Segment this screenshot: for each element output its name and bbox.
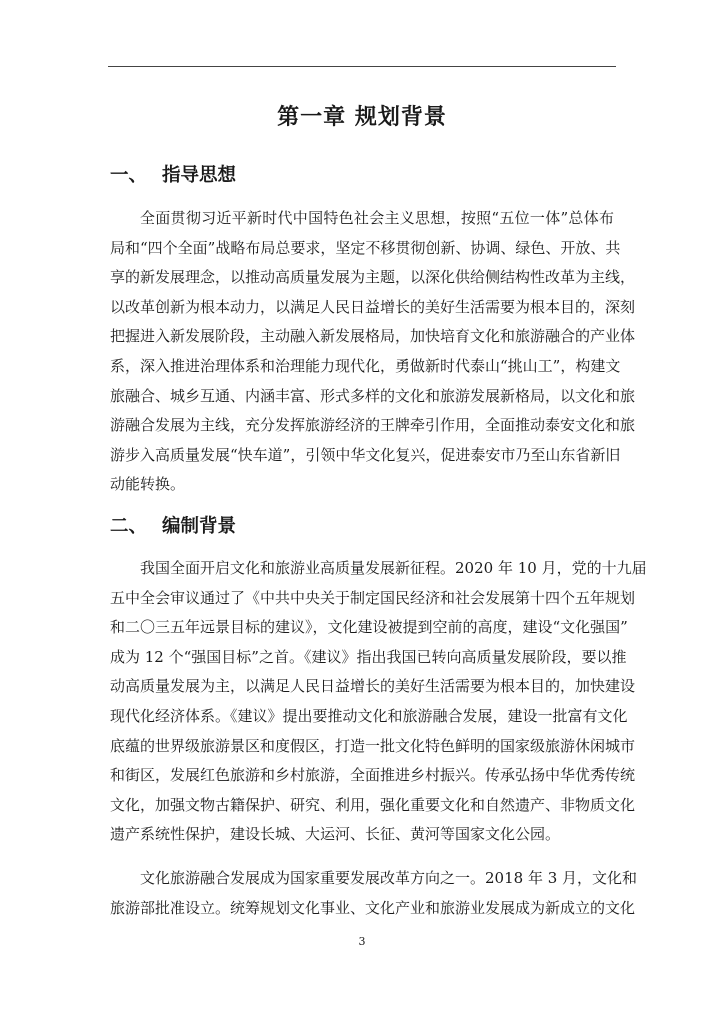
section-heading-background	[110, 514, 610, 540]
paragraph-background-1	[110, 554, 647, 850]
paragraph-line: 和街区，发展红色旅游和乡村旅游，全面推进乡村振兴。传承弘扬中华优秀传统	[110, 766, 636, 785]
chapter-title: 第一章 规划背景	[277, 105, 447, 130]
paragraph-line: 全面贯彻习近平新时代中国特色社会主义思想，按照“五位一体”总体布	[140, 209, 614, 227]
paragraph-line: 动高质量发展为主，以满足人民日益增长的美好生活需要为根本目的，加快建设	[110, 677, 636, 696]
paragraph-line: 五中全会审议通过了《中共中央关于制定国民经济和社会发展第十四个五年规划	[110, 588, 636, 607]
paragraph-line: 文化，加强文物古籍保护、研究、利用，强化重要文化和自然遗产、非物质文化	[110, 795, 636, 814]
paragraph-background-2	[110, 864, 638, 923]
paragraph-line: 底蕴的世界级旅游景区和度假区，打造一批文化特色鲜明的国家级旅游休闲城市	[110, 736, 636, 755]
paragraph-line: 遗产系统性保护，建设长城、大运河、长征、黄河等国家文化公园。	[110, 825, 561, 844]
paragraph-line: 把握进入新发展阶段，主动融入新发展格局，加快培育文化和旅游融合的产业体	[110, 327, 636, 346]
paragraph-line: 文化旅游融合发展成为国家重要发展改革方向之一。2018 年 3 月，文化和	[140, 869, 638, 887]
paragraph-line: 现代化经济体系。《建议》提出要推动文化和旅游融合发展，建设一批富有文化	[110, 706, 628, 725]
paragraph-line: 享的新发展理念，以推动高质量发展为主题，以深化供给侧结构性改革为主线，	[110, 268, 636, 287]
paragraph-line: 我国全面开启文化和旅游业高质量发展新征程。2020 年 10 月，党的十九届	[140, 559, 647, 577]
paragraph-line: 旅游部批准设立。统筹规划文化事业、文化产业和旅游业发展成为新成立的文化	[110, 898, 636, 917]
section-title: 编制背景	[162, 516, 237, 537]
paragraph-line: 旅融合、城乡互通、内涵丰富、形式多样的文化和旅游发展新格局，以文化和旅	[110, 386, 636, 405]
paragraph-line: 成为 12 个“强国目标”之首。《建议》指出我国已转向高质量发展阶段，要以推	[110, 647, 627, 666]
paragraph-line: 以改革创新为根本动力，以满足人民日益增长的美好生活需要为根本目的，深刻	[110, 297, 636, 316]
paragraph-line: 和二〇三五年远景目标的建议》，文化建设被提到空前的高度，建设“文化强国”	[110, 618, 628, 637]
paragraph-line: 动能转换。	[110, 475, 186, 494]
paragraph-line: 游融合发展为主线，充分发挥旅游经济的王牌牵引作用，全面推动泰安文化和旅	[110, 416, 636, 435]
section-number: 一、	[110, 165, 148, 186]
section-heading-guiding-ideology	[110, 163, 610, 189]
page-number: 3	[358, 935, 366, 948]
paragraph-line: 局和“四个全面”战略布局总要求，坚定不移贯彻创新、协调、绿色、开放、共	[110, 238, 621, 257]
section-number: 二、	[110, 516, 148, 537]
paragraph-guiding-ideology	[110, 204, 636, 500]
header-rule	[108, 66, 616, 67]
paragraph-line: 游步入高质量发展“快车道”，引领中华文化复兴，促进泰安市乃至山东省新旧	[110, 445, 621, 464]
section-title: 指导思想	[162, 165, 237, 186]
paragraph-line: 系，深入推进治理体系和治理能力现代化，勇做新时代泰山“挑山工”，构建文	[110, 356, 621, 375]
